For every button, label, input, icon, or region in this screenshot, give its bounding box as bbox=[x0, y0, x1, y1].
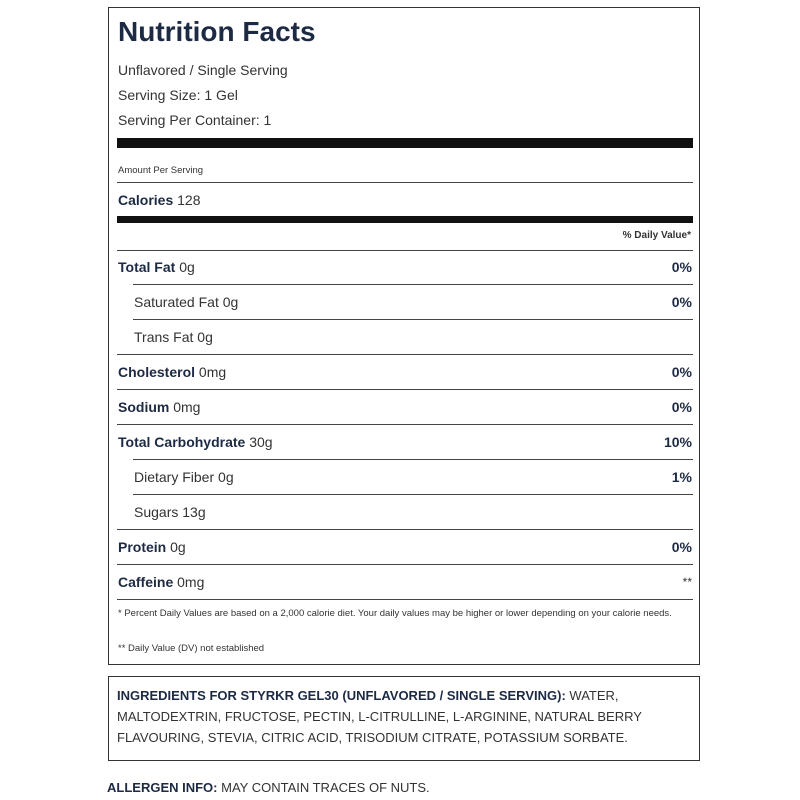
nutrient-amount: 0mg bbox=[177, 574, 205, 590]
nutrient-row-dietary-fiber bbox=[134, 460, 692, 494]
nutrient-row-caffeine bbox=[118, 565, 692, 599]
allergen-text: MAY CONTAIN TRACES OF NUTS. bbox=[221, 780, 430, 795]
nutrient-dv: 0% bbox=[671, 294, 692, 310]
nutrient-row-total-fat bbox=[118, 250, 692, 284]
nutrient-amount: 0mg bbox=[198, 364, 227, 380]
nutrient-row-saturated-fat bbox=[134, 285, 692, 319]
footnote-dv-not-established: ** Daily Value (DV) not established bbox=[118, 643, 265, 654]
nutrient-name: Total Fat bbox=[118, 259, 176, 275]
amount-per-serving-label: Amount Per Serving bbox=[118, 165, 204, 176]
footnote-daily-values: * Percent Daily Values are based on a 2,000 calorie diet. Your daily values may be higher or lower depending on your calorie needs. bbox=[118, 608, 672, 619]
allergen-info bbox=[107, 780, 430, 795]
nutrient-dv: 0% bbox=[671, 399, 692, 415]
nutrient-row-trans-fat bbox=[134, 320, 692, 354]
nutrient-row-sugars bbox=[134, 495, 692, 529]
nutrient-name: Sodium bbox=[118, 399, 170, 415]
flavor-line: Unflavored / Single Serving bbox=[118, 62, 288, 78]
nutrient-dv: 0% bbox=[671, 364, 692, 380]
nutrient-amount: 0g bbox=[218, 469, 234, 485]
serving-size: Serving Size: 1 Gel bbox=[118, 87, 238, 103]
nutrient-name: Trans Fat bbox=[134, 329, 194, 345]
ingredients-heading: INGREDIENTS FOR STYRKR GEL30 (UNFLAVORED / SINGLE SERVING): bbox=[117, 688, 566, 703]
nutrient-name: Cholesterol bbox=[118, 364, 196, 380]
nutrient-amount: 13g bbox=[182, 504, 206, 520]
nutrient-name: Sugars bbox=[134, 504, 179, 520]
nutrient-row-protein bbox=[118, 530, 692, 564]
servings-per-container: Serving Per Container: 1 bbox=[118, 112, 272, 128]
nutrient-amount: 0g bbox=[197, 329, 213, 345]
nutrient-amount: 0g bbox=[222, 294, 239, 310]
nutrient-amount: 0g bbox=[179, 259, 195, 275]
nutrient-dv: 0% bbox=[671, 259, 692, 275]
nutrient-row-total-carbohydrate bbox=[118, 425, 692, 459]
nutrition-facts-title: Nutrition Facts bbox=[118, 16, 316, 47]
divider bbox=[117, 599, 693, 600]
allergen-heading: ALLERGEN INFO: bbox=[107, 780, 218, 795]
nutrient-amount: 30g bbox=[249, 434, 273, 450]
calories-row bbox=[118, 192, 201, 208]
divider bbox=[117, 182, 693, 183]
daily-value-header: % Daily Value* bbox=[622, 230, 691, 241]
thick-divider bbox=[117, 138, 693, 148]
nutrient-dv: ** bbox=[682, 575, 692, 589]
nutrient-name: Dietary Fiber bbox=[134, 469, 215, 485]
medium-divider bbox=[117, 216, 693, 223]
nutrient-dv: 1% bbox=[671, 469, 692, 485]
calories-value: 128 bbox=[177, 192, 201, 208]
nutrient-row-sodium bbox=[118, 390, 692, 424]
calories-label: Calories bbox=[118, 192, 174, 208]
ingredients-text: WATER, MALTODEXTRIN, FRUCTOSE, PECTIN, L-CITRULLINE, L-ARGININE, NATURAL BERRY FLAVOURING, STEVIA, CITRIC ACID, TRISODIUM CITRATE, POTASSIUM SORBATE. bbox=[117, 688, 642, 745]
nutrient-name: Caffeine bbox=[118, 574, 174, 590]
nutrient-dv: 0% bbox=[671, 539, 692, 555]
nutrient-name: Protein bbox=[118, 539, 167, 555]
nutrition-facts-panel bbox=[108, 7, 700, 665]
nutrient-row-cholesterol bbox=[118, 355, 692, 389]
nutrient-amount: 0g bbox=[170, 539, 186, 555]
ingredients-box bbox=[108, 676, 700, 761]
nutrient-dv: 10% bbox=[663, 434, 692, 450]
nutrient-name: Total Carbohydrate bbox=[118, 434, 246, 450]
nutrient-amount: 0mg bbox=[173, 399, 201, 415]
nutrient-name: Saturated Fat bbox=[134, 294, 219, 310]
